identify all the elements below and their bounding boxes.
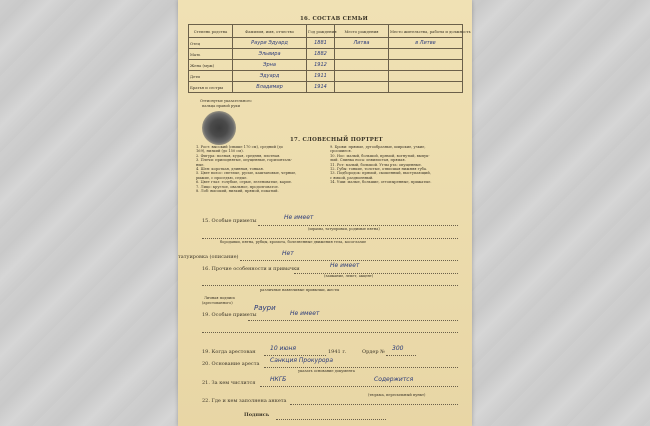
field-arrest-date-line [264,355,326,356]
field-arrest-year: 1941 г. [328,349,347,355]
field-15-line2 [202,238,458,239]
header-work: Место жительства, работы и должность [389,25,463,38]
portrait-item: 1. Рост: высокий (свыше 170 см), средний (до [196,145,283,149]
header-place: Место рождения [335,25,389,38]
table-row [189,71,463,82]
place-cell [335,60,389,71]
table-row [189,82,463,93]
signature-line [276,419,386,420]
year-cell: 1914 [307,82,335,93]
tattoo-value: Нет [282,250,294,257]
signature-value: Раури [254,304,276,312]
place-cell [335,71,389,82]
order-label: Ордер № [362,349,385,355]
portrait-item: 3. Плечи: приподнятые, опущенные, горизонталь- [196,158,293,163]
name-cell: Раури Эдуард [233,38,307,49]
place-cell [335,82,389,93]
field-16-hint: (заикание, лепет, акцент) [324,274,374,278]
field-19-line [248,320,458,321]
portrait-item: 4. Шея: короткая, длинная, тонкая. [196,167,264,172]
field-16-line [294,273,458,274]
field-21-label: 21. За кем числится [202,380,256,386]
field-22-line [290,404,458,405]
work-cell [389,60,463,71]
name-cell: Эдуард [233,71,307,82]
year-cell: 1882 [307,49,335,60]
signature-caption-line1: Личная подпись [204,296,236,300]
work-cell [389,49,463,60]
field-arrest-date-label: 19. Когда арестован [202,349,256,355]
field-19-value: Не имеет [290,310,320,317]
signature-caption-line2: (арестованного) [202,301,233,305]
year-cell: 1911 [307,71,335,82]
header-relation: Степень родства [189,25,233,38]
portrait-left-column [196,145,316,193]
portrait-item: 9. Брови: прямые, дугообразные, широкие, узкие, [330,145,426,149]
field-arrest-date-value: 10 июня [270,345,297,352]
field-15-line [258,225,458,226]
portrait-item: рыжие, с проседью, седые. [196,175,248,180]
order-line [386,355,416,356]
field-19-line2 [202,332,458,333]
portrait-item: лый. Спинка носа: извилистая, прямая. [330,158,406,163]
place-cell: Литва [335,38,389,49]
portrait-item: 12. Губы: тонкие, толстые, отвисшая нижняя губа. [330,167,428,172]
portrait-item: 169), низкий (до 150 см). [196,149,244,154]
relation-cell: Мать [189,49,233,60]
name-cell: Владимир [233,82,307,93]
tattoo-line [240,260,458,261]
tattoo-label: татуировка (описание) [178,254,239,260]
relation-cell: Дети [189,71,233,82]
fingerprint-caption-line1: Оттиснутые указательного [200,99,252,103]
name-cell: Эльвира [233,49,307,60]
section-16-title: 16. СОСТАВ СЕМЬИ [300,16,369,22]
name-cell: Эрна [233,60,307,71]
portrait-item: 5. Цвет волос: светлые, русые, каштановые, черные, [196,171,297,176]
portrait-item: 10. Нос: малый, большой, прямой, вогнутый, выпук- [330,153,430,158]
family-table [188,24,471,93]
field-21-value: НКГБ [270,376,287,383]
header-year: Год рождения [307,25,335,38]
portrait-right-column [330,145,450,185]
field-22-hint: (тюрьма, пересыльный пункт) [368,393,426,397]
field-16-line2-hint: различные навязчивые привычки, жесты [260,288,340,292]
field-20-hint: указать основание документа [298,369,355,373]
field-20-value: Санкция Прокурора [270,357,334,364]
field-20-label: 20. Основание ареста [202,361,260,367]
work-cell: в Литве [389,38,463,49]
relation-cell: Братья и сестры [189,82,233,93]
portrait-item: ные. [196,162,205,167]
table-row [189,60,463,71]
section-17-title: 17. СЛОВЕСНЫЙ ПОРТРЕТ [290,137,383,143]
table-row [189,38,463,49]
signature-label: Подпись [244,412,270,418]
portrait-item: сросшиеся. [330,149,352,154]
field-15-value: Не имеет [284,214,314,221]
table-row [189,49,463,60]
work-cell [389,71,463,82]
field-20-line [264,367,458,368]
field-16-value: Не имеет [330,262,360,269]
field-21-extra: Содержится [374,376,414,383]
field-16-label: 16. Прочие особенности и привычки [202,266,300,272]
relation-cell: Жена (муж) [189,60,233,71]
portrait-item: с ямкой, раздвоенный. [330,175,374,180]
document-page [178,0,472,426]
work-cell [389,82,463,93]
portrait-item: 7. Лицо: круглое, овальное, продолговатое. [196,184,279,189]
portrait-item: 11. Рот: малый, большой. Углы рта: опущенные. [330,162,422,167]
year-cell: 1912 [307,60,335,71]
place-cell [335,49,389,60]
field-15-hint: (шрамы, татуировки, родимые пятна) [308,227,380,231]
portrait-item: 6. Цвет глаз: голубые, серые, зеленоватые, карие. [196,180,293,185]
order-value: 300 [392,345,404,352]
fingerprint-caption-line2: пальца правой руки [202,104,240,108]
portrait-item: 8. Лоб: высокий, низкий, прямой, покатый. [196,189,279,194]
field-19-label: 19. Особые приметы [202,312,257,318]
portrait-item: 2. Фигура: полная, худая, средняя, плотная. [196,153,281,158]
portrait-item: 14. Уши: малые, большие, оттопыренные, прижатые. [330,180,432,185]
portrait-item: 13. Подбородок: прямой, скошенный, выступающий, [330,171,431,176]
field-15-line2-hint: бородавки, пятна, рубцы, хромота, болезненные движения тела, косоглазие [220,240,367,244]
field-15-label: 15. Особые приметы [202,218,257,224]
field-16-line2 [202,285,458,286]
fingerprint-image [202,111,236,145]
year-cell: 1881 [307,38,335,49]
field-21-line [260,386,458,387]
relation-cell: Отец [189,38,233,49]
field-22-label: 22. Где и кем заполнена анкета [202,398,287,404]
header-name: Фамилия, имя, отчество [233,25,307,38]
